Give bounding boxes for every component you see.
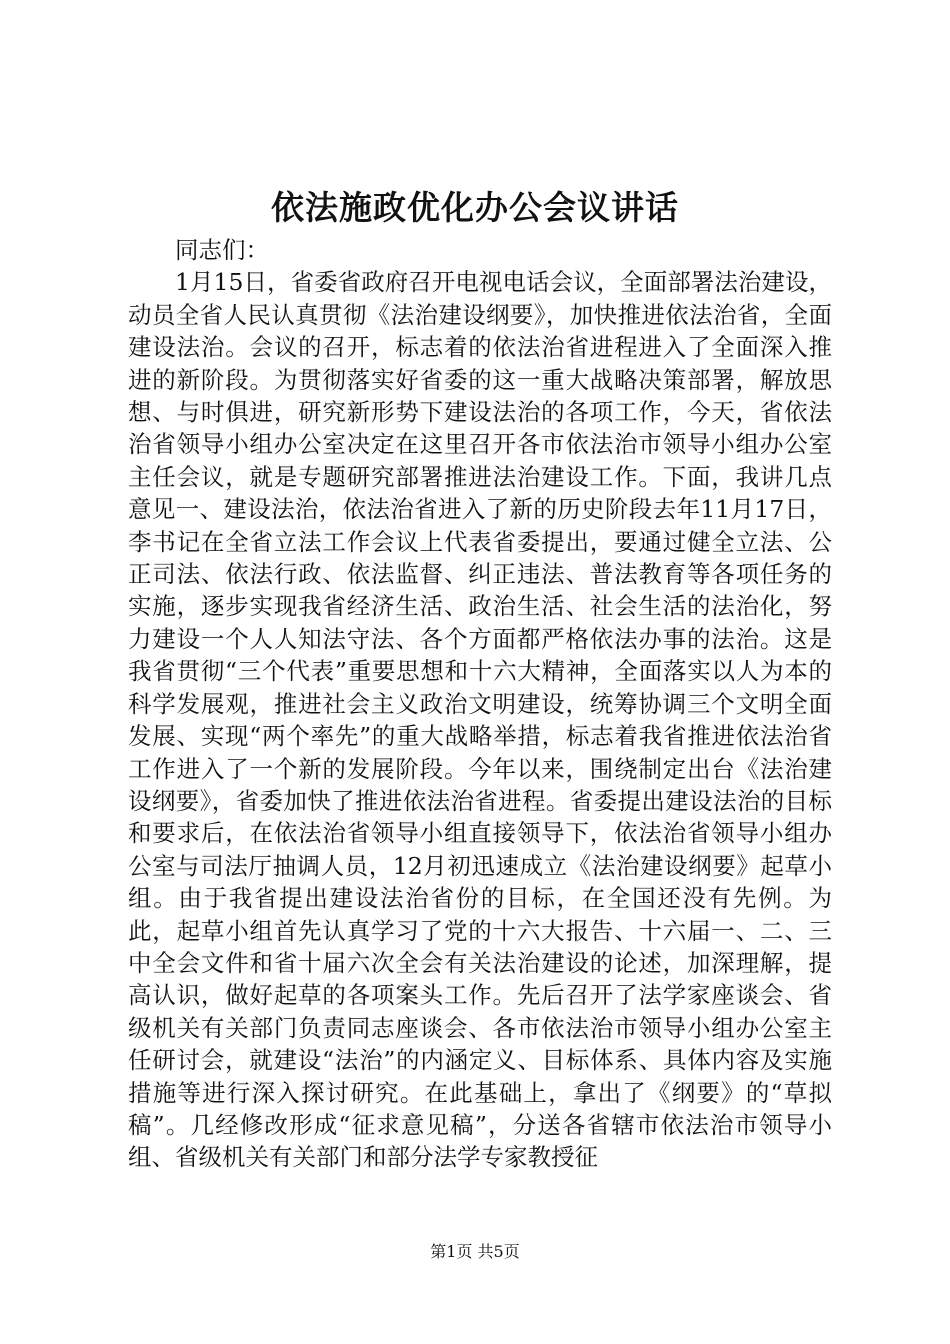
body-paragraph: 1月15日，省委省政府召开电视电话会议，全面部署法治建设，动员全省人民认真贯彻《法治建设纲要》，加快推进依法治省，全面建设法治。会议的召开，标志着的依法治省进程进入了全面深入推进的新阶段。为贯彻落实好省委的这一重大战略决策部署，解放思想、与时俱进，研究新形势下建设法治的各项工作，今天，省依法治省领导小组办公室决定在这里召开各市依法治市领导小组办公室主任会议，就是专题研究部署推进法治建设工作。下面，我讲几点意见一、建设法治，依法治省进入了新的历史阶段去年11月17日，李书记在全省立法工作会议上代表省委提出，要通过健全立法、公正司法、依法行政、依法监督、纠正违法、普法教育等各项任务的实施，逐步实现我省经济生活、政治生活、社会生活的法治化，努力建设一个人人知法守法、各个方面都严格依法办事的法治。这是我省贯彻“三个代表”重要思想和十六大精神，全面落实以人为本的科学发展观，推进社会主义政治文明建设，统筹协调三个文明全面发展、实现“两个率先”的重大战略举措，标志着我省推进依法治省工作进入了一个新的发展阶段。今年以来，围绕制定出台《法治建设纲要》，省委加快了推进依法治省进程。省委提出建设法治的目标和要求后，在依法治省领导小组直接领导下，依法治省领导小组办公室与司法厅抽调人员，12月初迅速成立《法治建设纲要》起草小组。由于我省提出建设法治省份的目标，在全国还没有先例。为此，起草小组首先认真学习了党的十六大报告、十六届一、二、三中全会文件和省十届六次全会有关法治建设的论述，加深理解，提高认识，做好起草的各项案头工作。先后召开了法学家座谈会、省级机关有关部门负责同志座谈会、各市依法治市领导小组办公室主任研讨会，就建设“法治”的内涵定义、目标体系、具体内容及实施措施等进行深入探讨研究。在此基础上，拿出了《纲要》的“草拟稿”。几经修改形成“征求意见稿”，分送各省辖市依法治市领导小组、省级机关有关部门和部分法学专家教授征 [128,268,832,1172]
salutation: 同志们： [175,236,269,264]
page-number-footer: 第1页 共5页 [430,1242,520,1261]
document-body [128,234,832,1174]
document-title: 依法施政优化办公会议讲话 [271,188,679,227]
